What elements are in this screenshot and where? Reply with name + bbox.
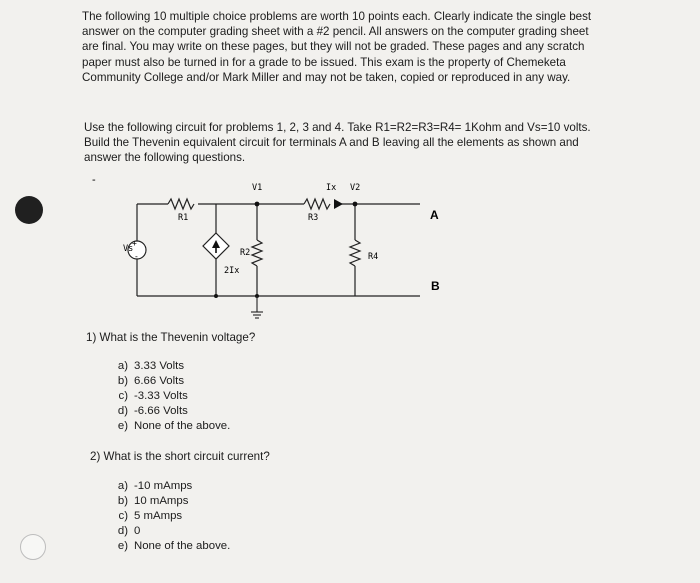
option-1d: d) -6.66 Volts (117, 405, 188, 417)
v1-label: V1 (252, 183, 263, 193)
question-1-options (88, 359, 230, 434)
dep-source-label: 2Ix (224, 266, 240, 276)
r3-resistor (304, 199, 330, 209)
r1-resistor (168, 199, 194, 209)
r3-label: R3 (308, 213, 319, 223)
option-2d: d) 0 (117, 525, 141, 537)
r4-label: R4 (368, 252, 379, 262)
r2-label: R2 (240, 248, 251, 258)
question-1: 1) What is the Thevenin voltage? (86, 331, 256, 344)
vs-label: Vs (123, 244, 134, 254)
option-2b: b) 10 mAmps (117, 495, 189, 507)
question-2-options (88, 479, 230, 554)
vs-plus: + (132, 239, 137, 248)
terminal-b: B (431, 279, 440, 293)
terminal-a: A (430, 208, 439, 222)
option-2a: a) -10 mAmps (117, 480, 193, 492)
option-2e: e) None of the above. (117, 540, 231, 552)
option-1c: c) -3.33 Volts (118, 390, 188, 402)
ix-label: Ix (326, 183, 337, 193)
r4-resistor (350, 240, 360, 266)
vs-minus: - (134, 252, 139, 261)
r1-label: R1 (178, 213, 189, 223)
option-1a: a) 3.33 Volts (117, 360, 185, 372)
option-1b: b) 6.66 Volts (117, 375, 185, 387)
option-2c: c) 5 mAmps (118, 510, 183, 522)
exam-instructions: The following 10 multiple choice problems are worth 10 points each. Clearly indicate the single best answer on the computer grading sheet with a #2 pencil. All answers on the computer grading sheet are final. You may write on these pages, but they will not be graded. These pages and any scratch paper must also be turned in for a grade to be issued. This exam is the property of Chemeketa Community College and/or Mark Miller and may not be taken, copied or reproduced in any way. (82, 10, 592, 84)
v2-label: V2 (350, 183, 361, 193)
option-1e: e) None of the above. (117, 420, 231, 432)
question-2: 2) What is the short circuit current? (90, 450, 270, 463)
circuit-instructions: Use the following circuit for problems 1, 2, 3 and 4. Take R1=R2=R3=R4= 1Kohm and Vs=10 volts. Build the Thevenin equivalent circuit for terminals A and B leaving all the elements as shown and answer the following questions. (84, 121, 591, 165)
svg-text:-: - (92, 174, 96, 186)
r2-resistor (252, 240, 262, 266)
ix-arrow (334, 199, 343, 209)
